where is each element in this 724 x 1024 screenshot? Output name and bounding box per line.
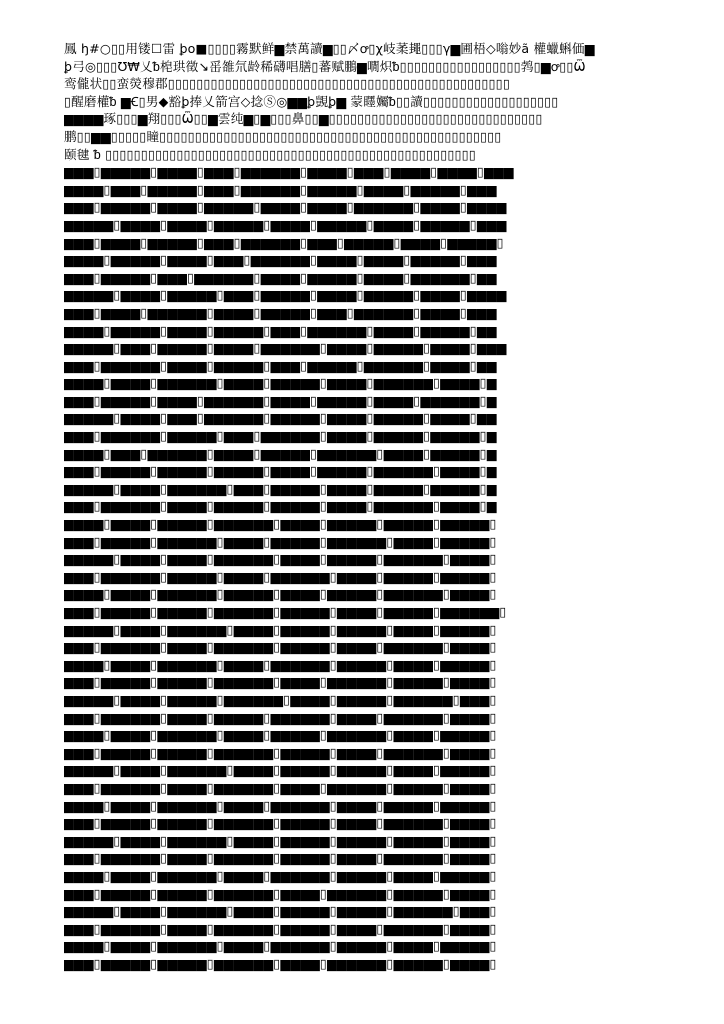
text-line: ▆▆▆▯▆▆▆▆▆▯▆▆▆▯▆▆▆▆▆▆▯▆▆▆▆▯▆▆▆▆▆▯▆▆▆▆▯▆▆▆▆▆▆▯▆▆ — [64, 269, 497, 285]
text-line: ▆▆▆▆▆▯▆▆▆▆▯▆▆▆▆▯▆▆▆▆▆▯▆▆▆▆▯▆▆▆▆▆▯▆▆▆▆▯▆▆▆▆▆▯▆▆▆ — [64, 216, 507, 232]
text-line: ▆▆▆▆▆▯▆▆▆▆▯▆▆▆▆▯▆▆▆▆▆▆▯▆▆▆▆▯▆▆▆▆▆▯▆▆▆▆▆▆▯▆▆▆▆▯ — [64, 551, 497, 567]
text-line: ▆▆▆▯▆▆▆▆▯▆▆▆▆▆▆▯▆▆▆▆▯▆▆▆▆▆▯▆▆▆▯▆▆▆▆▆▆▯▆▆▆▆▯▆▆▆ — [64, 304, 497, 320]
text-line: ▆▆▆▆▯▆▆▆▆▆▯▆▆▆▆▯▆▆▆▆▆▯▆▆▆▯▆▆▆▆▆▆▯▆▆▆▆▯▆▆▆▆▆▯▆▆ — [64, 322, 497, 338]
text-line: ▆▆▆▆▯▆▆▆▆▆▯▆▆▆▆▯▆▆▆▯▆▆▆▆▆▆▯▆▆▆▆▯▆▆▆▆▯▆▆▆▆▆▯▆▆▆ — [64, 252, 497, 268]
text-line: ▆▆▆▆▯▆▆▆▆▯▆▆▆▆▆▯▆▆▆▆▆▆▯▆▆▆▆▯▆▆▆▆▆▯▆▆▆▆▆▯▆▆▆▆▆▯ — [64, 516, 497, 532]
document-page — [64, 40, 670, 988]
text-line: ▆▆▆▆▯▆▆▆▯▆▆▆▆▆▆▯▆▆▆▆▯▆▆▆▆▆▯▆▆▆▆▆▆▯▆▆▆▆▯▆▆▆▆▆▯▆ — [64, 445, 497, 461]
text-line: ▆▆▆▯▆▆▆▆▆▯▆▆▆▆▆▯▆▆▆▆▆▆▯▆▆▆▆▆▯▆▆▆▆▯▆▆▆▆▆▯▆▆▆▆▆▆▯ — [64, 604, 507, 619]
text-line: ▆▆▆▯▆▆▆▆▆▯▆▆▆▆▆▆▯▆▆▆▆▯▆▆▆▆▆▯▆▆▆▆▆▆▯▆▆▆▆▯▆▆▆▆▆▯ — [64, 533, 497, 549]
text-line: ▆▆▆▯▆▆▆▆▆▯▆▆▆▆▆▯▆▆▆▆▆▯▆▆▆▆▯▆▆▆▆▆▯▆▆▆▆▆▆▯▆▆▆▆▯▆ — [64, 463, 497, 479]
text-line: ▆▆▆▯▆▆▆▆▯▆▆▆▆▆▯▆▆▆▯▆▆▆▆▆▆▯▆▆▆▯▆▆▆▆▆▯▆▆▆▆▯▆▆▆▆▆▯ — [64, 234, 504, 250]
text-line: 鹏▯▯▆▆▯▯▯▯▯瞳▯▯▯▯▯▯▯▯▯▯▯▯▯▯▯▯▯▯▯▯▯▯▯▯▯▯▯▯▯▯▯▯▯▯▯▯▯▯▯▯▯▯▯▯▯▯▯▯ — [64, 128, 502, 144]
text-line: ▆▆▆▯▆▆▆▆▆▆▯▆▆▆▆▯▆▆▆▆▆▯▆▆▆▆▆▯▆▆▆▆▯▆▆▆▆▆▆▯▆▆▆▆▯▆ — [64, 498, 497, 514]
text-line: ▆▆▆▆▯▆▆▆▆▯▆▆▆▆▆▆▯▆▆▆▆▯▆▆▆▆▆▆▯▆▆▆▆▯▆▆▆▆▆▯▆▆▆▆▆▯ — [64, 797, 497, 813]
text-line: 鸾儱状▯▯蛮熒穆郡▯▯▯▯▯▯▯▯▯▯▯▯▯▯▯▯▯▯▯▯▯▯▯▯▯▯▯▯▯▯▯▯▯▯▯▯▯▯▯▯▯▯▯▯▯▯▯▯ — [64, 76, 511, 92]
text-line: ▆▆▆▆▆▯▆▆▆▆▯▆▆▆▆▆▆▯▆▆▆▆▯▆▆▆▆▆▯▆▆▆▆▆▯▆▆▆▆▯▆▆▆▆▆▯ — [64, 621, 497, 637]
text-line: ▆▆▆▆▯▆▆▆▆▯▆▆▆▆▆▆▯▆▆▆▆▯▆▆▆▆▆▯▆▆▆▆▯▆▆▆▆▆▆▯▆▆▆▆▯▆ — [64, 375, 497, 391]
text-line: ▆▆▆▆▆▯▆▆▆▆▯▆▆▆▯▆▆▆▆▆▆▯▆▆▆▆▆▯▆▆▆▆▯▆▆▆▆▆▯▆▆▆▆▯▆▆ — [64, 410, 497, 426]
text-line: ▆▆▆▆▯▆▆▆▆▯▆▆▆▆▆▆▯▆▆▆▆▯▆▆▆▆▆▯▆▆▆▆▆▆▯▆▆▆▆▯▆▆▆▆▆▯ — [64, 727, 497, 743]
text-line: ▆▆▆▆▆▯▆▆▆▆▯▆▆▆▆▆▆▯▆▆▆▯▆▆▆▆▆▯▆▆▆▆▯▆▆▆▆▆▯▆▆▆▆▆▯▆ — [64, 480, 497, 496]
text-line: ▯醒磨權ᵬ ▆Ꞓ▯男◆豁ꝧ捧乂箭宫◇捻Ⓢ◎▆▆ꝧ覬ꝧ▆ 蒙䁼孎ᵬ▯▯讀▯▯▯▯▯▯▯▯▯▯▯▯▯▯▯▯▯▯▯ — [64, 93, 559, 109]
text-line: ▆▆▆▯▆▆▆▆▆▆▯▆▆▆▆▯▆▆▆▆▆▯▆▆▆▆▆▆▯▆▆▆▆▯▆▆▆▆▆▆▯▆▆▆▆▯ — [64, 709, 497, 725]
text-line: ▆▆▆▯▆▆▆▆▆▆▯▆▆▆▆▆▯▆▆▆▆▯▆▆▆▆▆▆▯▆▆▆▆▯▆▆▆▆▆▯▆▆▆▆▆▯ — [64, 568, 497, 584]
text-line: ▆▆▆▯▆▆▆▆▆▯▆▆▆▆▆▯▆▆▆▆▆▆▯▆▆▆▆▆▯▆▆▆▆▯▆▆▆▆▆▆▯▆▆▆▆▯ — [64, 815, 497, 831]
text-line: ▆▆▆▯▆▆▆▆▆▆▯▆▆▆▆▯▆▆▆▆▆▆▯▆▆▆▆▆▯▆▆▆▆▯▆▆▆▆▆▆▯▆▆▆▆▯ — [64, 850, 497, 866]
text-line: ▆▆▆▯▆▆▆▆▆▯▆▆▆▆▯▆▆▆▯▆▆▆▆▆▆▯▆▆▆▆▯▆▆▆▯▆▆▆▆▯▆▆▆▆▯▆▆▆ — [64, 164, 514, 180]
text-line: ▆▆▆▯▆▆▆▆▆▆▯▆▆▆▆▆▯▆▆▆▯▆▆▆▆▆▆▯▆▆▆▆▯▆▆▆▆▆▯▆▆▆▆▆▯▆ — [64, 428, 497, 444]
text-line: ▆▆▆▆▯▆▆▆▯▆▆▆▆▆▯▆▆▆▯▆▆▆▆▆▆▯▆▆▆▆▆▯▆▆▆▆▯▆▆▆▆▆▯▆▆▆ — [64, 181, 497, 197]
text-line: ▆▆▆▆▯▆▆▆▆▯▆▆▆▆▆▆▯▆▆▆▆▯▆▆▆▆▆▆▯▆▆▆▆▆▯▆▆▆▆▯▆▆▆▆▆▯ — [64, 867, 497, 883]
text-line: ▆▆▆▆琢▯▯▯▆翔▯▯▯Ѿ▯▯▆雲纯▆▯▆▯▯▯鼻▯▯▆▯▯▯▯▯▯▯▯▯▯▯▯▯▯▯▯▯▯▯▯▯▯▯▯▯▯▯▯▯▯ — [64, 111, 543, 127]
text-line: ▆▆▆▯▆▆▆▆▆▆▯▆▆▆▆▯▆▆▆▆▆▆▯▆▆▆▆▆▯▆▆▆▆▯▆▆▆▆▆▆▯▆▆▆▆▯ — [64, 920, 497, 936]
text-line: ▆▆▆▆▯▆▆▆▆▯▆▆▆▆▆▆▯▆▆▆▆▯▆▆▆▆▆▆▯▆▆▆▆▆▯▆▆▆▆▯▆▆▆▆▆▯ — [64, 656, 497, 672]
text-line: ▆▆▆▆▆▯▆▆▆▯▆▆▆▆▆▯▆▆▆▆▯▆▆▆▆▆▆▯▆▆▆▆▯▆▆▆▆▆▯▆▆▆▆▯▆▆▆ — [64, 340, 507, 356]
text-line: ▆▆▆▆▆▯▆▆▆▆▯▆▆▆▆▆▆▯▆▆▆▆▯▆▆▆▆▆▯▆▆▆▆▆▯▆▆▆▆▯▆▆▆▆▆▯ — [64, 762, 497, 778]
text-line: ▆▆▆▆▯▆▆▆▆▯▆▆▆▆▆▆▯▆▆▆▆▆▯▆▆▆▆▯▆▆▆▆▆▯▆▆▆▆▆▆▯▆▆▆▆▯ — [64, 586, 497, 602]
text-line: ▆▆▆▯▆▆▆▆▆▯▆▆▆▆▆▯▆▆▆▆▆▆▯▆▆▆▆▯▆▆▆▆▆▆▯▆▆▆▆▆▯▆▆▆▆▯ — [64, 674, 497, 690]
text-line: ▆▆▆▯▆▆▆▆▆▆▯▆▆▆▆▯▆▆▆▆▆▆▯▆▆▆▆▆▯▆▆▆▆▯▆▆▆▆▆▆▯▆▆▆▆▯ — [64, 639, 497, 655]
text-line: ▆▆▆▆▆▯▆▆▆▆▯▆▆▆▆▆▆▯▆▆▆▆▯▆▆▆▆▆▯▆▆▆▆▆▯▆▆▆▆▆▆▯▆▆▆▯ — [64, 903, 497, 919]
text-line: 颐毽 ᵬ ▯▯▯▯▯▯▯▯▯▯▯▯▯▯▯▯▯▯▯▯▯▯▯▯▯▯▯▯▯▯▯▯▯▯▯▯▯▯▯▯▯▯▯▯▯▯▯▯▯▯▯▯ — [64, 146, 476, 162]
text-line: ▆▆▆▯▆▆▆▆▆▯▆▆▆▆▆▯▆▆▆▆▆▆▯▆▆▆▆▯▆▆▆▆▆▆▯▆▆▆▆▆▯▆▆▆▆▯ — [64, 885, 497, 901]
text-line: ▆▆▆▯▆▆▆▆▆▯▆▆▆▆▯▆▆▆▆▆▯▆▆▆▆▯▆▆▆▆▯▆▆▆▆▆▆▯▆▆▆▆▯▆▆▆▆ — [64, 199, 507, 215]
text-line: ▆▆▆▯▆▆▆▆▆▆▯▆▆▆▆▯▆▆▆▆▆▆▯▆▆▆▆▯▆▆▆▆▆▆▯▆▆▆▆▆▯▆▆▆▆▯ — [64, 779, 497, 795]
text-line: ▆▆▆▆▯▆▆▆▆▯▆▆▆▆▆▆▯▆▆▆▆▯▆▆▆▆▆▆▯▆▆▆▆▆▯▆▆▆▆▯▆▆▆▆▆▯ — [64, 938, 497, 954]
text-line: ▆▆▆▯▆▆▆▆▆▯▆▆▆▆▆▯▆▆▆▆▆▆▯▆▆▆▆▆▯▆▆▆▆▯▆▆▆▆▆▆▯▆▆▆▆▯ — [64, 744, 497, 760]
text-line: ▆▆▆▆▆▯▆▆▆▆▯▆▆▆▆▆▯▆▆▆▆▆▆▯▆▆▆▆▯▆▆▆▆▆▯▆▆▆▆▆▆▯▆▆▆▯ — [64, 691, 497, 707]
text-line: ▆▆▆▯▆▆▆▆▆▯▆▆▆▆▯▆▆▆▆▆▆▯▆▆▆▆▯▆▆▆▆▆▯▆▆▆▆▯▆▆▆▆▆▆▯▆ — [64, 392, 497, 408]
text-line: ▆▆▆▯▆▆▆▆▆▆▯▆▆▆▆▯▆▆▆▆▆▯▆▆▆▯▆▆▆▆▆▯▆▆▆▆▆▆▯▆▆▆▆▯▆▆ — [64, 357, 497, 373]
text-line: ▆▆▆▆▆▯▆▆▆▆▯▆▆▆▆▆▯▆▆▆▯▆▆▆▆▆▯▆▆▆▆▯▆▆▆▆▆▯▆▆▆▆▯▆▆▆▆ — [64, 287, 507, 303]
text-line: ꝧ弓◎▯▯▯Ʊ₩乂ᵬ梍珙徵↘䍃雒氘龄稀礴唱膳▯蕃赋鵬▆㗴炽ᵬ▯▯▯▯▯▯▯▯▯▯▯▯▯▯▯▯▯鹁▯▆ꝍ▯▯Ѿ — [64, 58, 586, 74]
text-line: ▆▆▆▯▆▆▆▆▆▯▆▆▆▆▆▯▆▆▆▆▆▆▯▆▆▆▆▯▆▆▆▆▆▆▯▆▆▆▆▆▯▆▆▆▆▯ — [64, 955, 497, 971]
text-line: ▆▆▆▆▆▯▆▆▆▆▯▆▆▆▆▆▆▯▆▆▆▆▯▆▆▆▆▆▯▆▆▆▆▆▯▆▆▆▆▆▯▆▆▆▆▯ — [64, 832, 497, 848]
text-line: 鳳 ꜧ#○▯▯用镂☐雷 ꝧo■▯▯▯▯霧默鲜▆禁萬讀▆▯▯〆ꝍ▯χ岐葇䵷▯▯▯γ▆圃梧◇嗡妙ã 權蠟蝌価▆ — [64, 41, 595, 56]
